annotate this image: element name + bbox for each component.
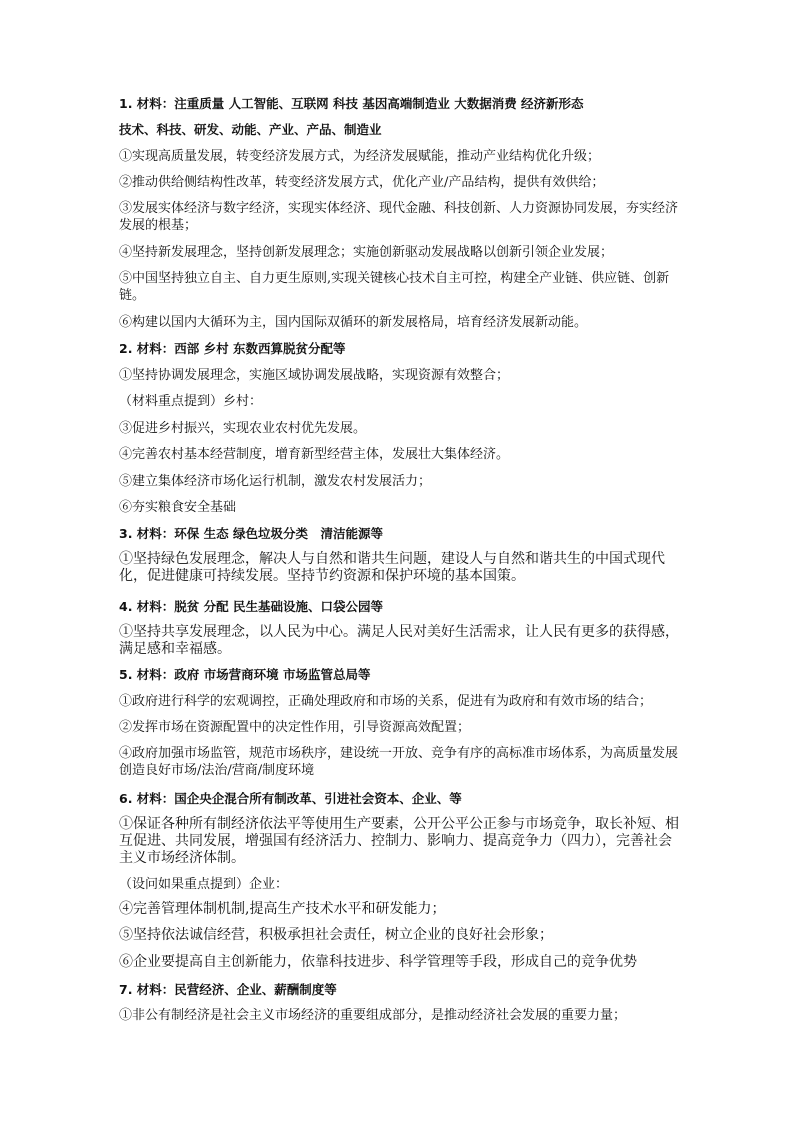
- section-1-subheading: 技术、科技、研发、动能、产业、产品、制造业: [119, 122, 382, 137]
- section-5-item-3: ④政府加强市场监管，规范市场秩序，建设统一开放、竞争有序的高标准市场体系，为高质量发展创造良好市场/法治/营商/制度环境: [119, 746, 679, 778]
- section-6-item-3: ④完善管理体制机制,提高生产技术水平和研发能力；: [119, 901, 446, 917]
- section-7-item-1: ①非公有制经济是社会主义市场经济的重要组成部分，是推动经济社会发展的重要力量；: [119, 1008, 627, 1023]
- section-1-item-4: ④坚持新发展理念，坚持创新发展理念；实施创新驱动发展战略以创新引领企业发展；: [119, 245, 614, 260]
- section-2-item-2: （材料重点提到）乡村：: [119, 394, 263, 409]
- section-3-heading: 3. 材料：环保 生态 绿色垃圾分类 清洁能源等: [119, 526, 384, 541]
- section-6-heading: 6. 材料：国企央企混合所有制改革、引进社会资本、企业、等: [119, 791, 462, 806]
- section-6-item-2: （设问如果重点提到）企业：: [119, 877, 289, 892]
- section-3-item-1: ①坚持绿色发展理念，解决人与自然和谐共生问题，建设人与自然和谐共生的中国式现代化，促进健康可持续发展。坚持节约资源和保护环境的基本国策。: [119, 551, 665, 584]
- section-6-item-1: ①保证各种所有制经济依法平等使用生产要素，公开公平公正参与市场竞争，取长补短、相互促进、共同发展，增强国有经济活力、控制力、影响力、提高竞争力（四力），完善社会主义市场经济体制。: [119, 816, 679, 866]
- section-1-item-6: ⑥构建以国内大循环为主，国内国际双循环的新发展格局，培育经济发展新动能。: [119, 315, 588, 330]
- section-5-heading: 5. 材料：政府 市场营商环境 市场监管总局等: [119, 667, 371, 682]
- section-4-heading: 4. 材料：脱贫 分配 民生基础设施、口袋公园等: [119, 599, 384, 614]
- section-1-item-3: ③发展实体经济与数字经济，实现实体经济、现代金融、科技创新、人力资源协同发展，夯实经济发展的根基；: [119, 201, 679, 233]
- section-4-item-1: ①坚持共享发展理念，以人民为中心。满足人民对美好生活需求，让人民有更多的获得感，满足感和幸福感。: [119, 624, 679, 657]
- section-2-heading: 2. 材料：西部 乡村 东数西算脱贫分配等: [119, 341, 346, 356]
- section-2-item-1: ①坚持协调发展理念，实施区域协调发展战略，实现资源有效整合；: [119, 368, 510, 383]
- section-1-item-5: ⑤中国坚持独立自主、自力更生原则,实现关键核心技术自主可控，构建全产业链、供应链、创新链。: [119, 271, 670, 303]
- section-2-item-5: ⑤建立集体经济市场化运行机制，激发农村发展活力；: [119, 474, 432, 489]
- section-6-item-5: ⑥企业要提高自主创新能力，依靠科技进步、科学管理等手段，形成自己的竞争优势: [119, 954, 637, 970]
- section-6-item-4: ⑤坚持依法诚信经营，积极承担社会责任，树立企业的良好社会形象；: [119, 927, 553, 943]
- section-2-item-6: ⑥夯实粮食安全基础: [119, 500, 237, 515]
- section-5-item-1: ①政府进行科学的宏观调控，正确处理政府和市场的关系，促进有为政府和有效市场的结合；: [119, 694, 653, 709]
- section-2-item-3: ③促进乡村振兴，实现农业农村优先发展。: [119, 421, 367, 436]
- section-1-item-1: ①实现高质量发展，转变经济发展方式，为经济发展赋能，推动产业结构优化升级；: [119, 149, 601, 164]
- section-2-item-4: ④完善农村基本经营制度，增育新型经营主体，发展壮大集体经济。: [119, 447, 510, 462]
- section-7-heading: 7. 材料：民营经济、企业、薪酬制度等: [119, 982, 337, 997]
- section-1-heading: 1. 材料：注重质量 人工智能、互联网 科技 基因高端制造业 大数据消费 经济新形态: [119, 96, 584, 111]
- section-5-item-2: ②发挥市场在资源配置中的决定性作用，引导资源高效配置；: [119, 720, 471, 735]
- section-1-item-2: ②推动供给侧结构性改革，转变经济发展方式，优化产业/产品结构，提供有效供给；: [119, 175, 605, 190]
